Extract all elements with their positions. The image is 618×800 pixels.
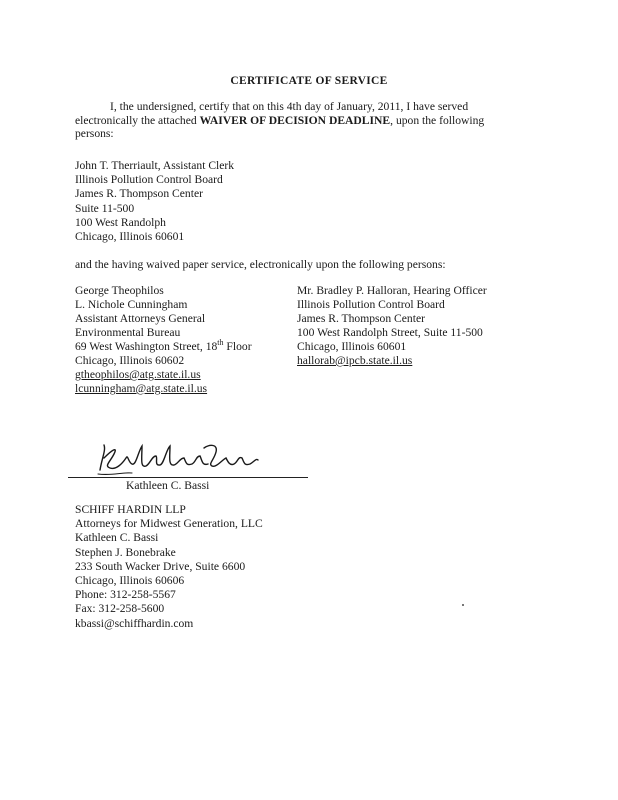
attorney-general-block	[75, 284, 252, 396]
ag-city: Chicago, Illinois 60602	[75, 354, 185, 367]
certification-text-2b: , upon the following	[390, 113, 485, 127]
firm-email: kbassi@schiffhardin.com	[75, 616, 194, 630]
firm-name: SCHIFF HARDIN LLP	[75, 503, 186, 516]
ho-line: 100 West Randolph Street, Suite 11-500	[297, 326, 483, 339]
clerk-line: Illinois Pollution Control Board	[75, 173, 223, 187]
certification-paragraph	[75, 100, 535, 141]
ag-street	[75, 340, 252, 354]
firm-phone: Phone: 312-258-5567	[75, 588, 176, 602]
ag-line: Environmental Bureau	[75, 326, 181, 339]
signature-printed-name: Kathleen C. Bassi	[126, 479, 210, 492]
hearing-officer-block	[297, 284, 487, 368]
clerk-line: 100 West Randolph	[75, 215, 166, 229]
signature-line	[68, 477, 308, 478]
firm-signature-block	[75, 503, 263, 631]
scan-speck	[462, 604, 464, 606]
ho-line: Chicago, Illinois 60601	[297, 340, 407, 353]
ag-street-floor: Floor	[223, 340, 252, 353]
clerk-line: James R. Thompson Center	[75, 187, 203, 201]
ag-line: Assistant Attorneys General	[75, 312, 206, 325]
ag-street-sup: th	[217, 338, 224, 348]
firm-line: Stephen J. Bonebrake	[75, 545, 176, 559]
certification-text-1: I, the undersigned, certify that on this 4th day of January, 2011, I have served	[110, 100, 469, 113]
firm-fax: Fax: 312-258-5600	[75, 602, 165, 616]
firm-line: Kathleen C. Bassi	[75, 531, 159, 545]
firm-line: Attorneys for Midwest Generation, LLC	[75, 517, 263, 531]
clerk-line: John T. Therriault, Assistant Clerk	[75, 159, 235, 172]
clerk-line: Suite 11-500	[75, 201, 135, 215]
ag-line: George Theophilos	[75, 284, 164, 297]
waived-service-text: and the having waived paper service, electronically upon the following persons:	[75, 258, 446, 271]
firm-line: 233 South Wacker Drive, Suite 6600	[75, 559, 246, 573]
clerk-line: Chicago, Illinois 60601	[75, 230, 185, 244]
ag-email-link[interactable]: lcunningham@atg.state.il.us	[75, 382, 208, 395]
ho-line: Illinois Pollution Control Board	[297, 298, 445, 311]
firm-line: Chicago, Illinois 60606	[75, 574, 185, 588]
document-name: WAIVER OF DECISION DEADLINE	[199, 113, 391, 127]
ag-line: L. Nichole Cunningham	[75, 298, 188, 311]
ho-email-link[interactable]: hallorab@ipcb.state.il.us	[297, 354, 413, 367]
certification-line-3: persons:	[75, 127, 114, 140]
ag-email-link[interactable]: gtheophilos@atg.state.il.us	[75, 368, 201, 381]
ho-line: Mr. Bradley P. Halloran, Hearing Officer	[297, 284, 487, 297]
ag-street-text: 69 West Washington Street, 18	[75, 340, 218, 353]
certification-line-1	[75, 100, 535, 114]
certification-line-2	[75, 114, 535, 128]
clerk-address-block	[75, 159, 234, 244]
certification-text-2a: electronically the attached	[75, 113, 200, 127]
document-title: CERTIFICATE OF SERVICE	[230, 75, 388, 87]
ho-line: James R. Thompson Center	[297, 312, 425, 325]
